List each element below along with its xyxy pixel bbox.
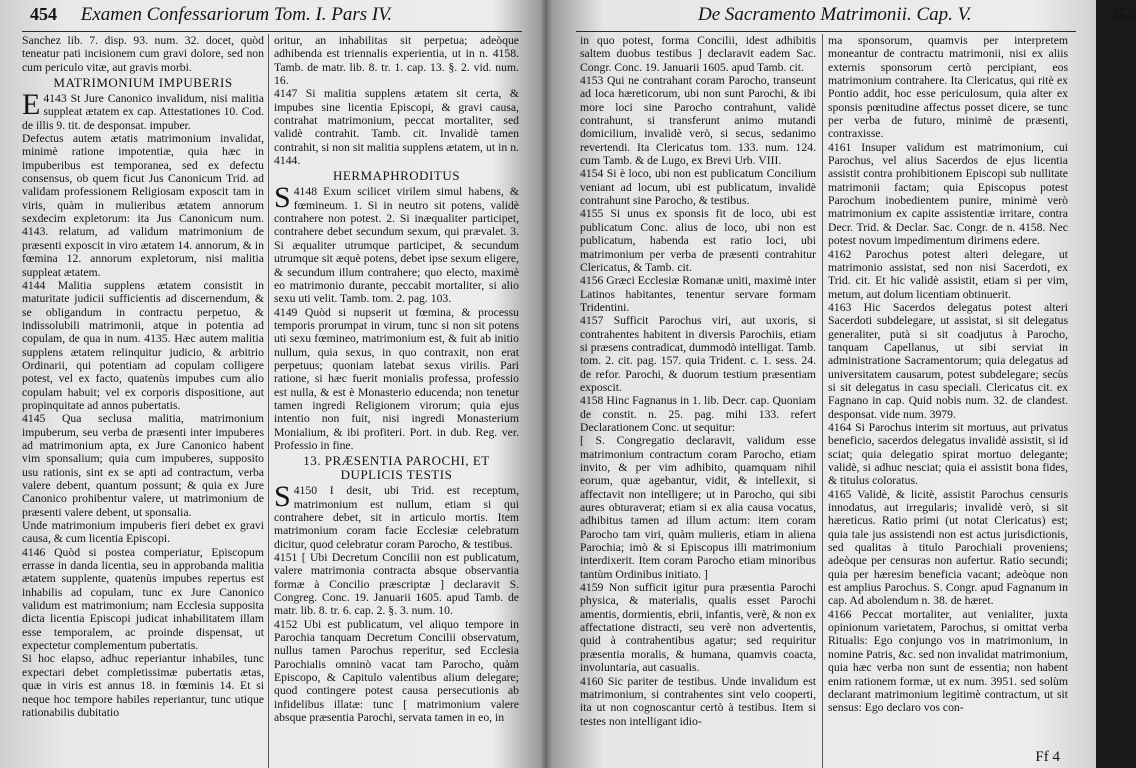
paragraph (580, 394, 816, 434)
paragraph (580, 74, 816, 167)
left-column-1 (22, 34, 264, 768)
paragraph (580, 207, 816, 274)
paragraph-text: 4153 Qui ne contrahant coram Parocho, transeunt ad loca hæreticorum, ubi non sunt Parochi, & ibi more loci sine Parocho contrahunt, validè contrahunt, si transferunt animo mutandi domicilium, invalidè verò, si secus, sedanimo revertendi. Ita Clericatus tom. 133. num. 124. cum Tamb. & de Lugo, ex Brevi Urb. VIII. (580, 74, 816, 168)
paragraph (828, 301, 1068, 421)
paragraph-text: 4158 Hinc Fagnanus in 1. lib. Decr. cap. Quoniam de constit. n. 25. pag. mihi 133. refert Declarationem Conc. ut sequitur: (580, 394, 816, 434)
paragraph (22, 546, 264, 653)
paragraph-text: 4160 Sic pariter de testibus. Unde invalidum est matrimonium, si contrahentes sint velo cooperti, ita ut non cognoscantur certò à testibus. Item si testes non intelligant idio- (580, 674, 816, 728)
column-divider-left (268, 34, 269, 768)
paragraph (274, 181, 519, 306)
paragraph-text: Defectus autem ætatis matrimonium invalidat, minimè ratione impotentiæ, quia hæc in impuberibus est temporanea, sed ex defectu consensus, ob quem ficut Jus Canonicum Trid. ad validam professionem Religiosam exposcit tam in viris, quàm in mulieribus ætatem annorum sexdecim expletorum: ita Jus Canonicum num. 4143. relatum, ad validum matrimonium de præsenti exposcit in viro ætatem 14. annorum, & in fœmina 12. annorum expletorum, nisi malitia suppleat ætatem. (22, 132, 264, 279)
paragraph-text: 4159 Non sufficit igitur pura præsentia Parochi physica, & materialis, qualis esset Parochi amentis, dormientis, ebrii, infantis, verè, & non ex affectatione distracti, seu verè non advertentis, quid à contrahentibus agatur; sed requiritur præsentia moralis, & humana, quamvis coacta, involuntaria, aut casualis. (580, 581, 816, 675)
paragraph-text: 4162 Parochus potest alteri delegare, ut matrimonio assistat, sed non nisi Sacerdoti, ex Trid. cit. Et hic validè assistit, etiam si per vim, metum, aut dolum licentiam obtinuerit. (828, 247, 1068, 301)
paragraph (828, 248, 1068, 301)
running-head-title-left: Examen Confessariorum Tom. I. Pars IV. (80, 4, 393, 25)
paragraph-text: 4155 Si unus ex sponsis fit de loco, ubi est publicatum Conc. alius de loco, ubi non est publicatum, habenda est ratio loci, ubi matrimonium per verba de præsenti contrahitur Clericatus, & Tamb. cit. (580, 207, 816, 274)
signature-mark: Ff 4 (1035, 749, 1060, 765)
paragraph (828, 421, 1068, 488)
drop-cap: S (274, 181, 291, 215)
paragraph (580, 581, 816, 674)
paragraph (22, 132, 264, 279)
running-head-title-right: De Sacramento Matrimonii. Cap. V. (698, 4, 972, 25)
paragraph (274, 87, 519, 167)
paragraph (828, 488, 1068, 608)
paragraph-text: 4149 Quòd si nupserit ut fœmina, & processu temporis prorumpat in virum, tunc si non sit potens uti sexu fœmineo, matrimonium est, & fuit ab initio nullum, quia sexus, in quo contraxit, non erat perpetuus; quoniam latebat sexus virilis. Pari ratione, si hæc fuerit monialis professa, professio est nulla, & est è Monasterio educenda; non tenetur tamen ingredi Religionem virorum; quia ejus intentio non fuit, nisi ingredi Monasterium Monialium, & ibi profiteri. Port. in dub. Reg. ver. Professio in fine. (274, 305, 519, 452)
paragraph (22, 279, 264, 412)
paragraph (22, 412, 264, 519)
paragraph (828, 34, 1068, 141)
paragraph (580, 167, 816, 207)
paragraph (274, 480, 519, 551)
column-divider-right (822, 34, 823, 768)
page-number-left: 454 (30, 4, 57, 24)
paragraph (274, 34, 519, 87)
section-heading: MATRIMONIUM IMPUBERIS (53, 75, 233, 91)
paragraph-text: in quo potest, forma Concilii, idest adhibitis saltem duobus testibus ] declaravit eadem Sac. Congr. Conc. 19. Januarii 1605. apud Tamb. cit. (580, 34, 816, 74)
paragraph (828, 141, 1068, 248)
paragraph (22, 519, 264, 546)
paragraph (22, 34, 264, 74)
paragraph-text: 4145 Qua seclusa malitia, matrimonium impuberum, seu verba de præsenti inter impuberes ad matrimonium apta, ex Jure Canonico habent vim sponsalium; quia cum impuberes, supposito usu rationis, sint ex se apti ad contractum, verba valere debent, quantum possunt; & quia ex Jure Canonico prohibentur valere, ut matrimonium de præsenti valere debent, ut sponsalia. (22, 412, 264, 519)
paragraph-text: 4163 Hic Sacerdos delegatus potest alteri Sacerdoti subdelegare, ut assistat, si sit delegatus generaliter, putà si sit coadjutus à Parocho, tanquam Capellanus, ut sibi serviat in administratione Sacramentorum; quia delegatus ad universitatem causarum, potest subdelegare; secùs si sit delegatus in casu speciali. Clericatus cit. ex Fagnano in cap. Quid nobis num. 32. de clandest. desponsat. vide num. 3979. (828, 300, 1068, 421)
paragraph (22, 652, 264, 719)
right-column-2 (828, 34, 1068, 768)
paragraph (580, 34, 816, 74)
page-number-right: 455 (1109, 4, 1136, 24)
paragraph (580, 675, 816, 728)
paragraph-text: 4157 Sufficit Parochus viri, aut uxoris, si contrahentes habitent in diversis Parochiis, etiam si præsens contradicat, dummodò intelligat. Tamb. tom. 2. cit. pag. 157. quia Trident. c. 1. sess. 24. de refor. Parochi, & duorum testium præsentiam exposcit. (580, 314, 816, 394)
right-page (548, 0, 1136, 768)
running-head-right (698, 4, 1136, 30)
section-heading: HERMAPHRODITUS (333, 168, 460, 184)
running-head-left (30, 4, 540, 30)
drop-cap: S (274, 480, 291, 514)
paragraph-text: 4147 Si malitia supplens ætatem sit certa, & impubes sine licentia Episcopi, & gravi causa, contrahat matrimonium, peccat mortaliter, sed validè contrahit. Tamb. cit. Invalidè tamen contrahit, si non sit malitia supplens ætatem, ut in n. 4144. (274, 87, 519, 168)
paragraph-text: 4146 Quòd si postea comperiatur, Episcopum errasse in danda licentia, seu in approbanda malitia ætatem supplente, quatenùs impubes repertus est inhabilis ad copulam, tunc ex Jure Canonico validum est matrimonium; nam Ecclesia supposita dicta licentia Episcopi judicat inhabilitatem illam esse temporalem, ac proinde dispensat, ut expectetur complementum pubertatis. (22, 545, 264, 653)
paragraph (274, 551, 519, 618)
paragraph-text: 4144 Malitia supplens ætatem consistit in maturitate judicii sufficientis ad discernendum, & se obligandum in contractu perpetuo, & indissolubili matrimonii, atque in potentia ad copulam, de qua in num. 4135. Hæc autem malitia supplens ætatem relinquitur judicio, & arbitrio Ordinarii, qui potentiam ad copulam colligere potest, vel ex facto, quatenùs impubes cum alio copulam habuit; vel ex corporis dispositione, aut propinquitate ad annos pubertatis. (22, 278, 264, 412)
paragraph-text: ma sponsorum, quamvis per interpretem moneantur de contractu matrimonii, nisi ex aliis externis sponsorum certò percipiant, eos matrimonium contrahere. Ita Clericatus, qui ritè ex Pontio addit, hoc esse periculosum, quia alter ex sponsis pœnitudine affectus posset dicere, se tunc per verba de futuro, minimè de præsenti, contraxisse. (828, 34, 1068, 141)
paragraph (580, 274, 816, 314)
paragraph-text: [ S. Congregatio declaravit, validum esse matrimonium contractum coram Parocho, etiam invito, & per vim adhibito, quamquam nihil eorum, quæ agebantur, vidit, & intellexit, si affectavit non intelligere; ut in Parocho, qui sibi aures obturaverat; etiam si ex alia causa vocatus, adhibitus tamen ad illum actum: item coram Parocho tam viri, quàm mulieris, etiam in aliena Parochia; imò & si Episcopus illi matrimonium interdixerit. Item coram Parocho etiam minoribus tantùm Ordinibus initiato. ] (580, 434, 816, 581)
paragraph (580, 314, 816, 394)
paragraph (274, 306, 519, 453)
paragraph-text: Sanchez lib. 7. disp. 93. num. 32. docet, quòd teneatur pati incisionem cum gravi dolore, sed non cum periculo vitæ, aut gravis morbi. (22, 34, 264, 74)
paragraph-text: 4164 Si Parochus interim sit mortuus, aut privatus beneficio, sacerdos delegatus invalidè assistit, si id sciat; quia delegatio spirat mortuo delegante; validè, si adhuc nesciat; quia ei assistit bona fides, & titulus coloratus. (828, 420, 1068, 488)
header-rule-right (576, 31, 1076, 32)
paragraph-text: 4143 St Jure Canonico invalidum, nisi malitia suppleat ætatem ex cap. Attestationes 10. Cod. de illis 9. tit. de desponsat. impuber. (22, 92, 264, 132)
paragraph-text: 4148 Exum scilicet virilem simul habens, & fœmineum. 1. Si in neutro sit potens, validè contrahere non potest. 2. Si inæqualiter participet, contrahere debet secundum sexum, qui prævalet. 3. Si æqualiter utrumque participet, & secundum utrumque sit æquè potens, debet ipse sexum eligere, & secundum illum contrahere; quo electo, maximè eo matrimonio durante, peccabit mortaliter, si alio sexu uti velit. Tamb. tom. 2. pag. 103. (274, 185, 519, 306)
paragraph-text: 4150 I desit, ubi Trid. est receptum, matrimonium est nullum, etiam si qui contrahere debet, sit in articulo mortis. Item matrimonium coram facie Ecclesiæ celebratum dicitur, quod celebratur coram Parocho, & testibus. (274, 484, 519, 551)
paragraph-text: 4151 [ Ubi Decretum Concilii non est publicatum, valere matrimonia contracta absque observantia formæ à Concilio præscriptæ ] declaravit S. Congreg. Conc. 19. Januarii 1605. apud Tamb. de matr. lib. 8. tr. 6. cap. 2. §. 3. num. 10. (274, 551, 519, 618)
left-page (0, 0, 540, 768)
paragraph-text: 4166 Peccat mortaliter, aut venialiter, juxta opinionum varietatem, Parochus, si omittat verba Ritualis: Ego conjungo vos in matrimonium, in nomine Patris, &c. sed non invalidat matrimonium, quia hæc verba non sunt de essentia; non habent enim rationem formæ, ut ex num. 3951. sed solùm declarant matrimonium legitimè contractum, ut sit sensus: Ego declaro vos con- (828, 607, 1068, 715)
paragraph-text: 4152 Ubi est publicatum, vel aliquo tempore in Parochia tanquam Decretum Concilii observatum, nullus tamen Parochus reperitur, sed Ecclesia Parochialis omninò vacat tam Parocho, quàm Episcopo, & Capitulo valentibus alium delegare; quod contingere potest causa persecutionis ab infidelibus illatæ: tunc [ matrimonium valere absque præsentia Parochi, servata tamen in eo, in (274, 617, 519, 725)
paragraph (580, 434, 816, 581)
paragraph-text: 4161 Insuper validum est matrimonium, cui Parochus, vel alius Sacerdos de ejus licentia assistit contra prohibitionem Episcopi sub nullitate matrimonii factam; quia Episcopus potest Parochum inobedientem punire, minimè verò matrimonium ex capite assistentiæ irritare, contra Decr. Trid. & Declar. Sac. Congr. de n. 4158. Nec potest novum impedimentum dirimens edere. (828, 140, 1068, 248)
paragraph-text: 4165 Validè, & licitè, assistit Parochus censuris innodatus, aut irregularis; invalidè verò, si sit hæreticus. Ratio primi (ut notat Clericatus) est; quia tale jus assistendi non est actus jurisdictionis, sed qualitas à titulo Parochiali proveniens; adeòque per censuras non aufertur. Ratio secundi; quia per hæresim beneficia vacant; adeòque non est amplius Parochus. S. Congr. apud Fagnanum in cap. Ad abolendum n. 38. de hæret. (828, 487, 1068, 608)
paragraph-text: Unde matrimonium impuberis fieri debet ex gravi causa, & cum licentia Episcopi. (22, 519, 264, 546)
paragraph (274, 618, 519, 725)
paragraph-text: Si hoc elapso, adhuc reperiantur inhabiles, tunc expectari debet completissimæ pubertatis ætas, quæ in viris est annus 18. in fœminis 14. Et si neque hoc tempore habiles reperiantur, tunc utique rationabilis dubitatio (22, 652, 264, 719)
header-rule-left (22, 31, 522, 32)
drop-cap: E (22, 88, 41, 122)
paragraph (22, 88, 264, 132)
paragraph-text: 4154 Si è loco, ubi non est publicatum Concilium veniant ad locum, ubi est publicatum, invalidè contrahunt sine Parocho, & testibus. (580, 167, 816, 208)
paragraph-text: 4156 Græci Ecclesiæ Romanæ uniti, maximè inter Latinos habitantes, tenentur servare formam Tridentini. (580, 274, 816, 314)
left-column-2 (274, 34, 519, 768)
paragraph-text: oritur, an inhabilitas sit perpetua; adeòque adhibenda est triennalis experientia, ut in n. 4158. Tamb. de matr. lib. 8. tr. 1. cap. 13. §. 2. vid. num. 16. (274, 34, 519, 88)
section-heading: 13. PRÆSENTIA PAROCHI, ET DUPLICIS TESTIS (303, 453, 490, 483)
right-column-1 (580, 34, 816, 768)
paragraph (828, 608, 1068, 715)
